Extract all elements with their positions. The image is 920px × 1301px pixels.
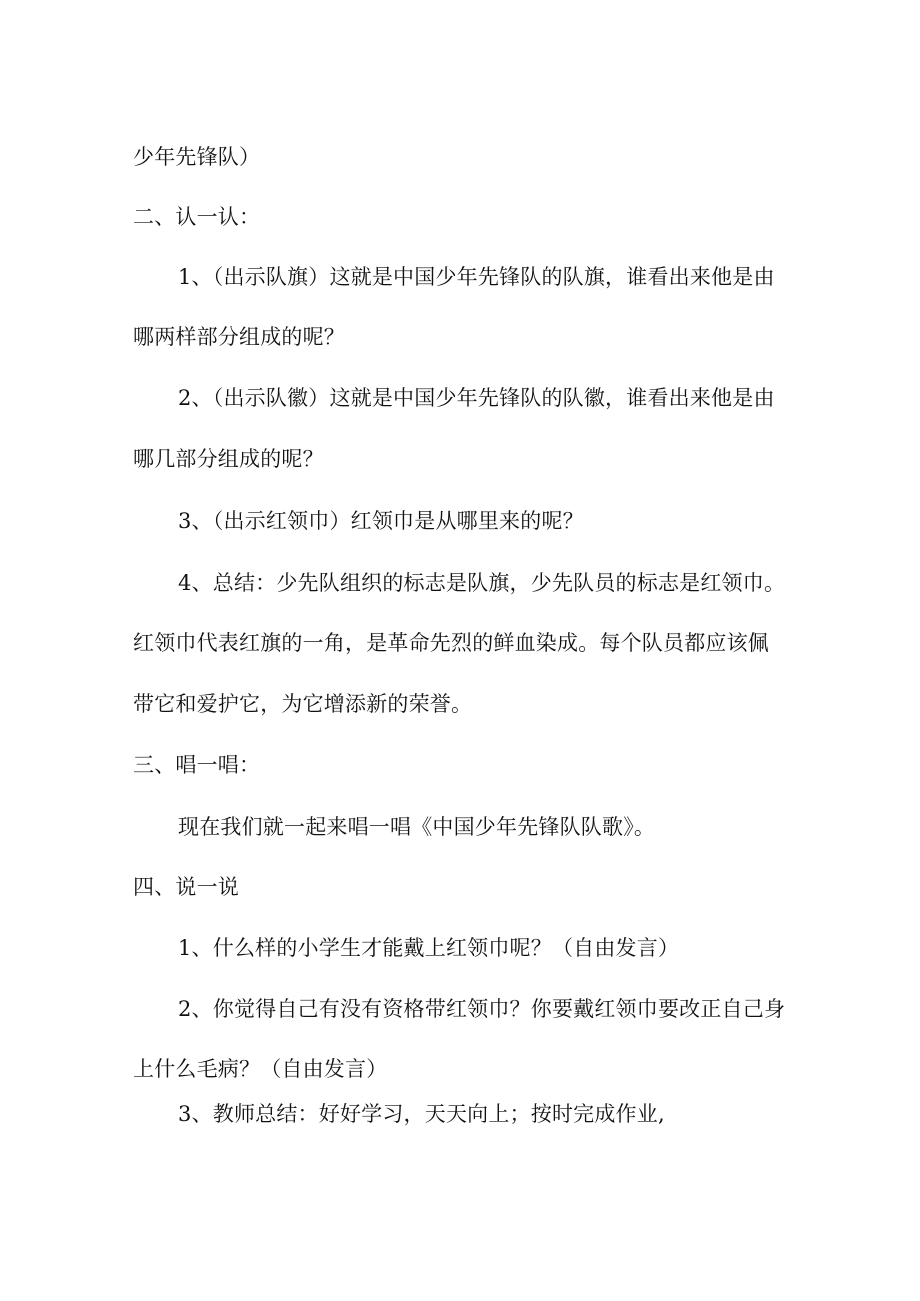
paragraph-2-2-line-1: 2、（出示队徽）这就是中国少年先锋队的队徽，谁看出来他是由 <box>178 386 775 410</box>
paragraph-2-2-line-2: 哪几部分组成的呢？ <box>133 447 324 471</box>
section-heading-4: 四、说一说 <box>133 875 239 899</box>
paragraph-4-2-line-2: 上什么毛病？（自由发言） <box>133 1057 388 1081</box>
section-heading-3: 三、唱一唱： <box>133 753 261 777</box>
paragraph-2-1-line-1: 1、（出示队旗）这就是中国少年先锋队的队旗，谁看出来他是由 <box>178 265 775 289</box>
paragraph-2-4-line-2: 红领巾代表红旗的一角，是革命先烈的鲜血染成。每个队员都应该佩 <box>133 631 769 655</box>
paragraph-4-2-line-1: 2、你觉得自己有没有资格带红领巾？你要戴红领巾要改正自己身 <box>178 997 786 1021</box>
paragraph-2-4-line-3: 带它和爱护它，为它增添新的荣誉。 <box>133 692 473 716</box>
text-line-continuation: 少年先锋队） <box>133 145 261 169</box>
paragraph-4-1: 1、什么样的小学生才能戴上红领巾呢？（自由发言） <box>178 936 680 960</box>
paragraph-2-1-line-2: 哪两样部分组成的呢？ <box>133 325 345 349</box>
paragraph-2-4-line-1: 4、总结：少先队组织的标志是队旗，少先队员的标志是红领巾。 <box>178 571 786 595</box>
paragraph-4-3: 3、教师总结：好好学习，天天向上；按时完成作业, <box>178 1102 665 1126</box>
paragraph-2-3: 3、（出示红领巾）红领巾是从哪里来的呢？ <box>178 509 584 533</box>
paragraph-3-1: 现在我们就一起来唱一唱《中国少年先锋队队歌》。 <box>178 815 656 839</box>
section-heading-2: 二、认一认： <box>133 205 261 229</box>
